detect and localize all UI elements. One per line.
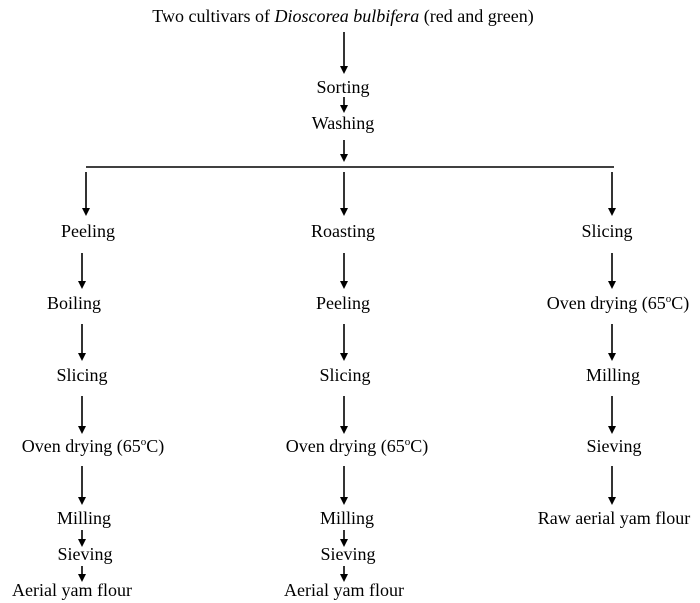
b1-step-5: Milling bbox=[56, 508, 112, 528]
b1-step-4-text: Oven drying (65 bbox=[21, 436, 141, 456]
step-sorting: Sorting bbox=[316, 77, 370, 97]
title-prefix: Two cultivars of bbox=[152, 6, 275, 26]
b1-step-2: Boiling bbox=[46, 293, 102, 313]
b2-step-3: Slicing bbox=[319, 365, 371, 385]
title-suffix: (red and green) bbox=[419, 6, 534, 26]
b1-step-4 bbox=[22, 436, 164, 456]
b3-step-3: Milling bbox=[585, 365, 641, 385]
b3-degree-unit: C) bbox=[671, 293, 690, 313]
b1-step-6: Sieving bbox=[57, 544, 113, 564]
b3-degree-symbol: o bbox=[665, 293, 672, 305]
b2-degree-unit: C) bbox=[410, 436, 429, 456]
b1-product: Aerial yam flour bbox=[12, 580, 132, 600]
b3-step-2 bbox=[547, 293, 689, 313]
b2-step-1: Roasting bbox=[310, 221, 376, 241]
b3-product: Raw aerial yam flour bbox=[537, 508, 691, 528]
title-species: Dioscorea bulbifera bbox=[274, 6, 420, 26]
b2-step-2: Peeling bbox=[316, 293, 370, 313]
b3-step-1: Slicing bbox=[581, 221, 633, 241]
b2-step-6: Sieving bbox=[320, 544, 376, 564]
b2-step-4 bbox=[286, 436, 428, 456]
b1-step-1: Peeling bbox=[61, 221, 115, 241]
diagram-title bbox=[152, 6, 533, 26]
b2-step-5: Milling bbox=[319, 508, 375, 528]
b2-degree-symbol: o bbox=[404, 436, 411, 448]
step-washing: Washing bbox=[311, 113, 375, 133]
b3-step-2-text: Oven drying (65 bbox=[546, 293, 666, 313]
b3-step-4: Sieving bbox=[586, 436, 642, 456]
b1-degree-symbol: o bbox=[140, 436, 147, 448]
b1-step-3: Slicing bbox=[56, 365, 108, 385]
b2-product: Aerial yam flour bbox=[284, 580, 404, 600]
b2-step-4-text: Oven drying (65 bbox=[285, 436, 405, 456]
b1-degree-unit: C) bbox=[146, 436, 165, 456]
